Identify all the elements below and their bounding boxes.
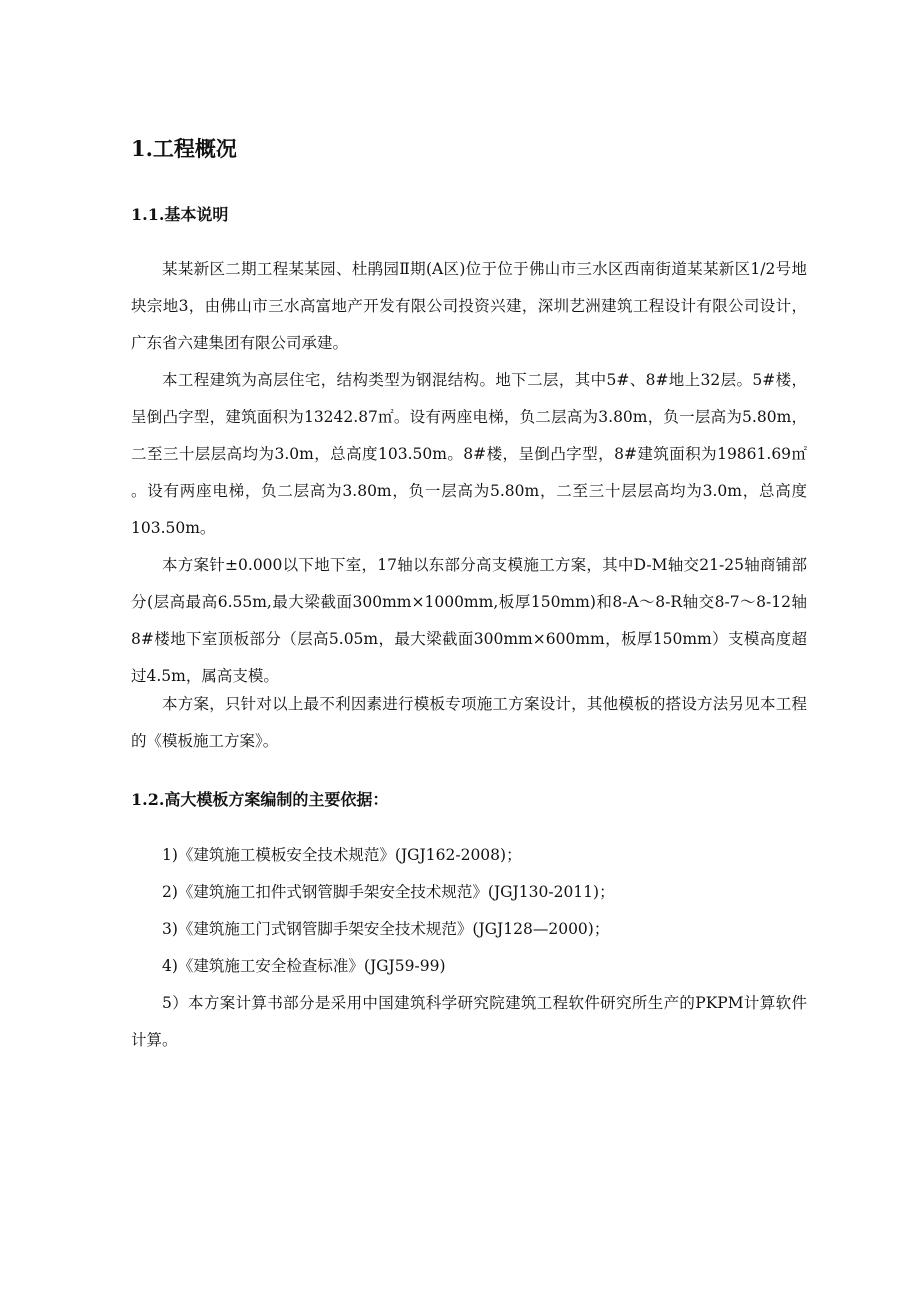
- basis-item-1: 1)《建筑施工模板安全技术规范》(JGJ162-2008)；: [162, 846, 522, 864]
- basis-item-3: 3)《建筑施工门式钢管脚手架安全技术规范》(JGJ128—2000)；: [162, 920, 610, 938]
- paragraph-building-description: 本工程建筑为高层住宅，结构类型为钢混结构。地下二层，其中5#、8#地上32层。5#楼，呈倒凸字型，建筑面积为13242.87㎡。设有两座电梯，负二层高为3.80m，负一层高为5.80m，二至三十层层高均为3.0m，总高度103.50m。8#楼，呈倒凸字型，8#建筑面积为19861.69㎡ 。设有两座电梯，负二层高为3.80m，负一层高为5.80m，二至三十层层高均为3.0m，总高度103.50m。: [131, 371, 807, 537]
- basis-item-5: 5）本方案计算书部分是采用中国建筑科学研究院建筑工程软件研究所生产的PKPM计算软件计算。: [131, 994, 807, 1049]
- paragraph-note: 本方案，只针对以上最不利因素进行模板专项施工方案设计，其他模板的搭设方法另见本工程的《模板施工方案》。: [131, 695, 807, 750]
- basis-item-4: 4)《建筑施工安全检查标准》(JGJ59-99): [162, 957, 446, 975]
- section-title-1-2: 1.2.高大模板方案编制的主要依据：: [131, 790, 389, 809]
- section-title-1: 1.工程概况: [131, 136, 237, 161]
- paragraph-project-location: 某某新区二期工程某某园、杜鹃园Ⅱ期(A区)位于位于佛山市三水区西南街道某某新区1/2号地块宗地3，由佛山市三水高富地产开发有限公司投资兴建，深圳艺洲建筑工程设计有限公司设计，广东省六建集团有限公司承建。: [131, 260, 807, 352]
- section-title-1-1: 1.1.基本说明: [131, 205, 229, 224]
- basis-item-2: 2)《建筑施工扣件式钢管脚手架安全技术规范》(JGJ130-2011)；: [162, 883, 615, 901]
- paragraph-scope: 本方案针±0.000以下地下室，17轴以东部分高支模施工方案，其中D-M轴交21-25轴商铺部分(层高最高6.55m,最大梁截面300mm×1000mm,板厚150mm)和8-A～8-R轴交8-7～8-12轴8#楼地下室顶板部分（层高5.05m，最大梁截面300mm×600mm，板厚150mm）支模高度超过4.5m，属高支模。: [131, 556, 807, 685]
